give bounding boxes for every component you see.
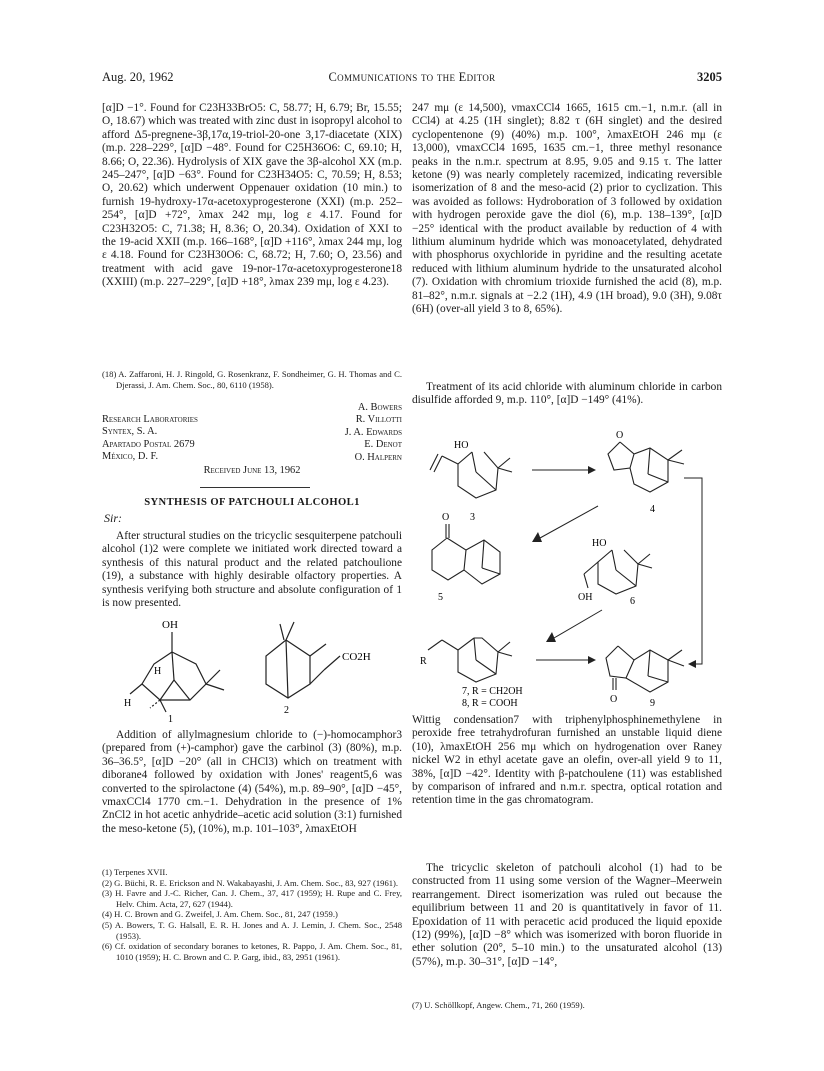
compound-5-label: 5 xyxy=(438,592,443,603)
structure-5 xyxy=(432,524,500,584)
paragraph: 247 mμ (ε 14,500), νmaxCCl4 1665, 1615 cm.−1, n.m.r. (all in CCl4) at 4.25 (1H singlet); 8.82 τ (6H singlet) and the desired cyclopentenone (9) (40%) m.p. 100°, λmaxEtOH 246 mμ (ε 13,000), νmaxCCl4 1695, 1635 cm.−1, three methyl resonance peaks in the n.m.r. spectrum at 8.95, 9.05 and 9.15 τ. The latter ketone (9) was nearly completely racemized, indicating reversible isomerization of 8 and the meso-acid (2) prior to cyclization. This was avoided as follows: Hydroboration of 3 followed by oxidation with hydrogen peroxide gave the diol (6), m.p. 138–139°, [α]D −25° identical with the product available by reduction of 4 with lithium aluminum hydride which was monoacetylated, dehydrated with phosphorus oxychloride in pyridine and the resulting acetate reduced with lithium aluminum hydride to the unsaturated alcohol (7). Oxidation with chromium trioxide furnished the acid (8), m.p. 81–82°, n.m.r. signals at −2.2 (1H), 4.9 (1H broad), 9.0 (3H), 9.08τ (6H) (over-all yield 3 to 8, 65%). xyxy=(412,102,722,316)
arrow-4-to-9 xyxy=(684,478,702,664)
o-label-4: O xyxy=(616,430,624,441)
compound-1-label: 1 xyxy=(168,714,173,724)
structures-1-2-figure xyxy=(102,612,402,724)
footnote-7: (7) U. Schöllkopf, Angew. Chem., 71, 260 (1959). xyxy=(412,1000,585,1010)
author-name: J. A. Edwards xyxy=(344,426,402,438)
article-title: SYNTHESIS OF PATCHOULI ALCOHOL1 xyxy=(144,497,360,508)
structure-1 xyxy=(130,632,224,712)
structure-9 xyxy=(606,646,684,692)
structure-3 xyxy=(430,452,512,498)
page-number: 3205 xyxy=(697,70,722,84)
paragraph: Wittig condensation7 with triphenylphosphinemethylene in peroxide free tetrahydrofuran furnished an unstable liquid diene (10), λmaxEtOH 256 mμ which on hydrogenation over Raney nickel W2 in ethyl acetate gave an olefin, over-all yield 9 to 11, 38%, [α]D −42°. Identity with β-patchoulene (11) was established by comparison of infrared and n.m.r. spectra, optical rotation and retention time in the gas chromatogram. xyxy=(412,714,722,807)
paragraph: After structural studies on the tricyclic sesquiterpene patchouli alcohol (1)2 were complete we initiated work directed toward a synthesis of this natural product and the related patchoulione (19), a substance with highly desirable olfactory properties. A synthesis verifying both structure and absolute configuration of 1 is now presented. xyxy=(102,530,402,610)
footnote: (4) H. C. Brown and G. Zweifel, J. Am. Chem. Soc., 81, 247 (1959.) xyxy=(102,909,338,920)
left-column-para-1 xyxy=(102,530,402,610)
arrow-head-icon xyxy=(532,532,542,542)
arrow-6-to-7 xyxy=(554,610,602,638)
right-column-para-4 xyxy=(412,862,722,969)
compound-8-label: 8, R = COOH xyxy=(462,698,518,709)
synthesis-scheme-figure xyxy=(412,428,722,710)
author-name: O. Halpern xyxy=(354,451,402,463)
right-column-para-1 xyxy=(412,102,722,317)
footnote: (2) G. Büchi, R. E. Erickson and N. Wakabayashi, J. Am. Chem. Soc., 83, 927 (1961). xyxy=(102,877,399,888)
author-name: R. Villotti xyxy=(355,414,402,426)
oh-label-6: OH xyxy=(578,592,593,603)
arrow-head-icon xyxy=(688,660,696,668)
author-name: E. Denot xyxy=(364,439,402,451)
affiliation-line: Syntex, S. A. xyxy=(102,426,158,438)
compound-3-label: 3 xyxy=(470,512,475,523)
received-date: Received June 13, 1962 xyxy=(203,465,301,476)
arrow-head-icon xyxy=(588,656,596,664)
arrow-4-to-5 xyxy=(540,506,598,538)
left-column-para-2 xyxy=(102,729,402,836)
co2h-label: CO2H xyxy=(342,651,371,663)
affiliation-line: Apartado Postal 2679 xyxy=(102,438,195,450)
affiliation-block xyxy=(102,402,272,464)
footnote: (6) Cf. oxidation of secondary boranes to ketones, R. Pappo, J. Am. Chem. Soc., 81, 1010 (1959); H. C. Brown and C. P. Garg, ibid., 83, 2951 (1961). xyxy=(102,941,402,962)
salutation: Sir: xyxy=(104,511,122,525)
arrow-head-icon xyxy=(588,466,596,474)
ho-label-6: HO xyxy=(592,538,607,549)
footnote: (3) H. Favre and J.-C. Richer, Can. J. Chem., 37, 417 (1959); H. Rupe and C. Frey, Helv. Chim. Acta, 27, 627 (1944). xyxy=(102,888,402,909)
footnote: (1) Terpenes XVII. xyxy=(102,867,168,877)
right-column-para-2 xyxy=(412,381,722,408)
left-column-footnotes xyxy=(102,867,402,962)
structure-4 xyxy=(608,442,684,492)
oh-label: OH xyxy=(162,619,178,631)
affiliation-line: Research Laboratories xyxy=(102,414,198,425)
right-column-para-3 xyxy=(412,714,722,808)
o-label-5: O xyxy=(442,512,450,523)
compound-9-label: 9 xyxy=(650,698,655,709)
structure-7-8 xyxy=(428,638,512,682)
journal-section: Communications to the Editor xyxy=(328,70,496,84)
footnote-18: (18) A. Zaffaroni, H. J. Ringold, G. Rosenkranz, F. Sondheimer, G. H. Thomas and C. Djerassi, J. Am. Chem. Soc., 80, 6110 (1958). xyxy=(102,369,402,390)
footnote: (5) A. Bowers, T. G. Halsall, E. R. H. Jones and A. J. Lemin, J. Chem. Soc., 2548 (1953). xyxy=(102,919,402,941)
h-label-inner: H xyxy=(154,666,162,677)
paragraph: The tricyclic skeleton of patchouli alcohol (1) had to be constructed from 11 using some version of the Wagner–Meerwein rearrangement. Direct isomerization was ruled out because the equilibrium between 11 and 20 is quantitatively in favor of 11. Epoxidation of 11 with peracetic acid produced the liquid epoxide (12) (99%), [α]D −8° which was isomerized with boron fluoride in ether solution (20°, 5–10 min.) to the unsaturated alcohol (13) (57%), m.p. 30–31°, [α]D −14°, xyxy=(412,862,722,968)
o-label-9: O xyxy=(610,694,618,705)
arrow-head-icon xyxy=(546,632,556,642)
ho-label-3: HO xyxy=(454,440,469,451)
author-block xyxy=(262,402,402,464)
compound-2-label: 2 xyxy=(284,705,289,716)
left-column-intro xyxy=(102,102,402,290)
compound-4-label: 4 xyxy=(650,504,655,515)
compound-7-label: 7, R = CH2OH xyxy=(462,686,523,697)
paragraph: Addition of allylmagnesium chloride to (−)-homocamphor3 (prepared from (+)-camphor) gave the carbinol (3) (80%), m.p. 36–36.5°, [α]D −20° (all in CHCl3) which on treatment with diborane4 followed by oxidation with Jones' reagent5,6 was converted to the spirolactone (4) (54%), m.p. 89–90°, [α]D −45°, νmaxCCl4 1770 cm.−1. Dehydration in the presence of 1% ZnCl2 in hot acetic anhydride–acetic acid solution (3:1) furnished the meso-ketone (5), (10%), m.p. 101–103°, λmaxEtOH xyxy=(102,729,402,835)
h-label-outer: H xyxy=(124,698,132,709)
issue-date: Aug. 20, 1962 xyxy=(102,70,174,84)
structure-6 xyxy=(584,550,652,594)
paragraph: Treatment of its acid chloride with aluminum chloride in carbon disulfide afforded 9, m.p. 110°, [α]D −149° (41%). xyxy=(412,381,722,407)
compound-6-label: 6 xyxy=(630,596,635,607)
r-label-7: R xyxy=(420,656,427,667)
affiliation-line: México, D. F. xyxy=(102,451,159,463)
running-header xyxy=(102,70,722,88)
structure-2 xyxy=(266,622,340,698)
section-divider xyxy=(200,487,310,488)
intro-paragraph: [α]D −1°. Found for C23H33BrO5: C, 58.77; H, 6.79; Br, 15.55; O, 18.67) which was treated with zinc dust in isopropyl alcohol to afford Δ5-pregnene-3β,17α,19-triol-20-one 3,17-diacetate (XIX) (m.p. 228–229°, [α]D −48°. Found for C25H36O6: C, 69.10; H, 8.66; O, 22.36). Hydrolysis of XIX gave the 3β-alcohol XX (m.p. 245–247°, [α]D −63°. Found for C23H34O5: C, 70.59; H, 8.53; O, 20.62) which underwent Oppenauer oxidation (10 min.) to furnish 19-hydroxy-17α-acetoxyprogesterone (XXI) (m.p. 252–254°, [α]D +72°, λmax 242 mμ, log ε 4.17. Found for C23H32O5: C, 71.38; H, 8.36; O, 20.34). Oxidation of XXI to the 19-acid XXII (m.p. 166–168°, [α]D +116°, λmax 244 mμ, log ε 4.18. Found for C23H30O6: C, 68.72; H, 7.60; O, 23.56) and treatment with acid gave 19-nor-17α-acetoxyprogesterone18 (XXIII) (m.p. 227–229°, [α]D +18°, λmax 239 mμ, log ε 4.23). xyxy=(102,102,402,289)
author-name: A. Bowers xyxy=(357,402,402,413)
